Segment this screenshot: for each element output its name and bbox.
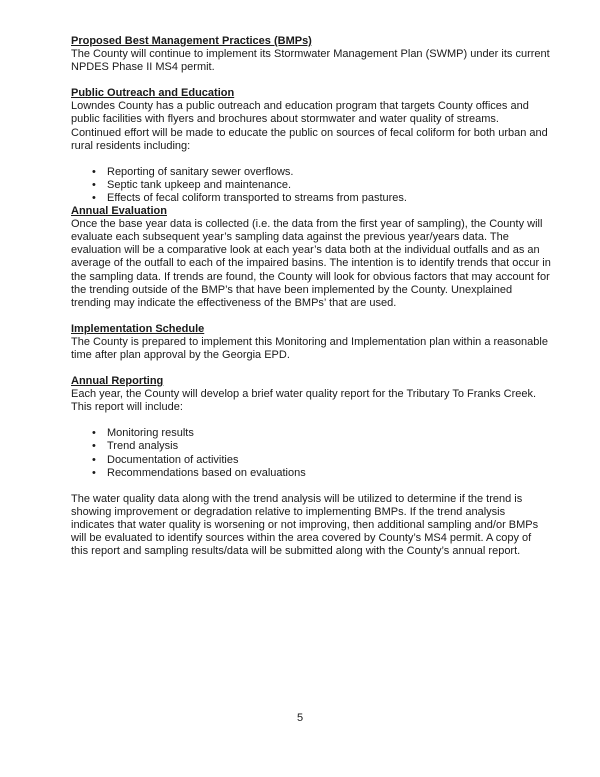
- paragraph: The County is prepared to implement this Monitoring and Implementation plan within a reasonable time after plan approval by the Georgia EPD.: [71, 335, 548, 361]
- list-item: • Septic tank upkeep and maintenance.: [107, 179, 551, 192]
- list-item: • Recommendations based on evaluations: [107, 467, 551, 480]
- bullet-list: [71, 166, 551, 205]
- section-heading: Implementation Schedule: [71, 322, 205, 335]
- paragraph: Once the base year data is collected (i.e. the data from the first year of sampling), the County will evaluate each subsequent year’s sampling data against the previous year/years data. The evaluation will be a comparative look at each year’s data both at the individual outfalls and as an average of the outfall to each of the impaired basins. The intention is to identify trends that occur in the sampling data. If trends are found, the County will look for obvious factors that may account for the trending outside of the BMP’s that have been implemented by the County. Unexplained trending may indicate the effectiveness of the BMPs’ that are used.: [71, 218, 551, 309]
- section-bmps: [71, 35, 551, 74]
- list-item: • Monitoring results: [107, 427, 551, 440]
- section-heading: Proposed Best Management Practices (BMPs): [71, 35, 312, 47]
- section-annual-reporting: [71, 375, 551, 558]
- closing-paragraph: The water quality data along with the trend analysis will be utilized to determine if the trend is showing improvement or degradation relative to implementing BMPs. If the trend analysis indicates that water quality is worsening or not improving, then additional sampling and/or BMPs will be evaluated to identify sources within the area covered by County’s MS4 permit. A copy of this report and sampling results/data will be submitted along with the County’s annual report.: [71, 492, 539, 558]
- list-item: • Effects of fecal coliform transported to streams from pastures.: [107, 192, 551, 205]
- list-item: • Reporting of sanitary sewer overflows.: [107, 166, 551, 179]
- paragraph: Lowndes County has a public outreach and education program that targets County offices and public facilities with flyers and brochures about stormwater and water quality of streams. Continued effort will be made to educate the public on sources of fecal coliform for both urban and rural residents including:: [71, 100, 548, 152]
- section-annual-evaluation: [71, 205, 551, 310]
- list-item: • Trend analysis: [107, 440, 551, 453]
- section-heading: Public Outreach and Education: [71, 87, 235, 100]
- list-item: • Documentation of activities: [107, 454, 551, 467]
- page-number: 5: [296, 712, 304, 724]
- document-page: [71, 35, 551, 571]
- paragraph: The County will continue to implement its Stormwater Management Plan (SWMP) under its current NPDES Phase II MS4 permit.: [71, 48, 550, 74]
- paragraph: Each year, the County will develop a brief water quality report for the Tributary To Franks Creek. This report will include:: [71, 388, 537, 414]
- section-heading: Annual Reporting: [71, 375, 164, 388]
- section-heading: Annual Evaluation: [71, 205, 167, 218]
- bullet-list: [71, 427, 551, 479]
- section-implementation-schedule: [71, 323, 551, 362]
- section-public-outreach: [71, 87, 551, 205]
